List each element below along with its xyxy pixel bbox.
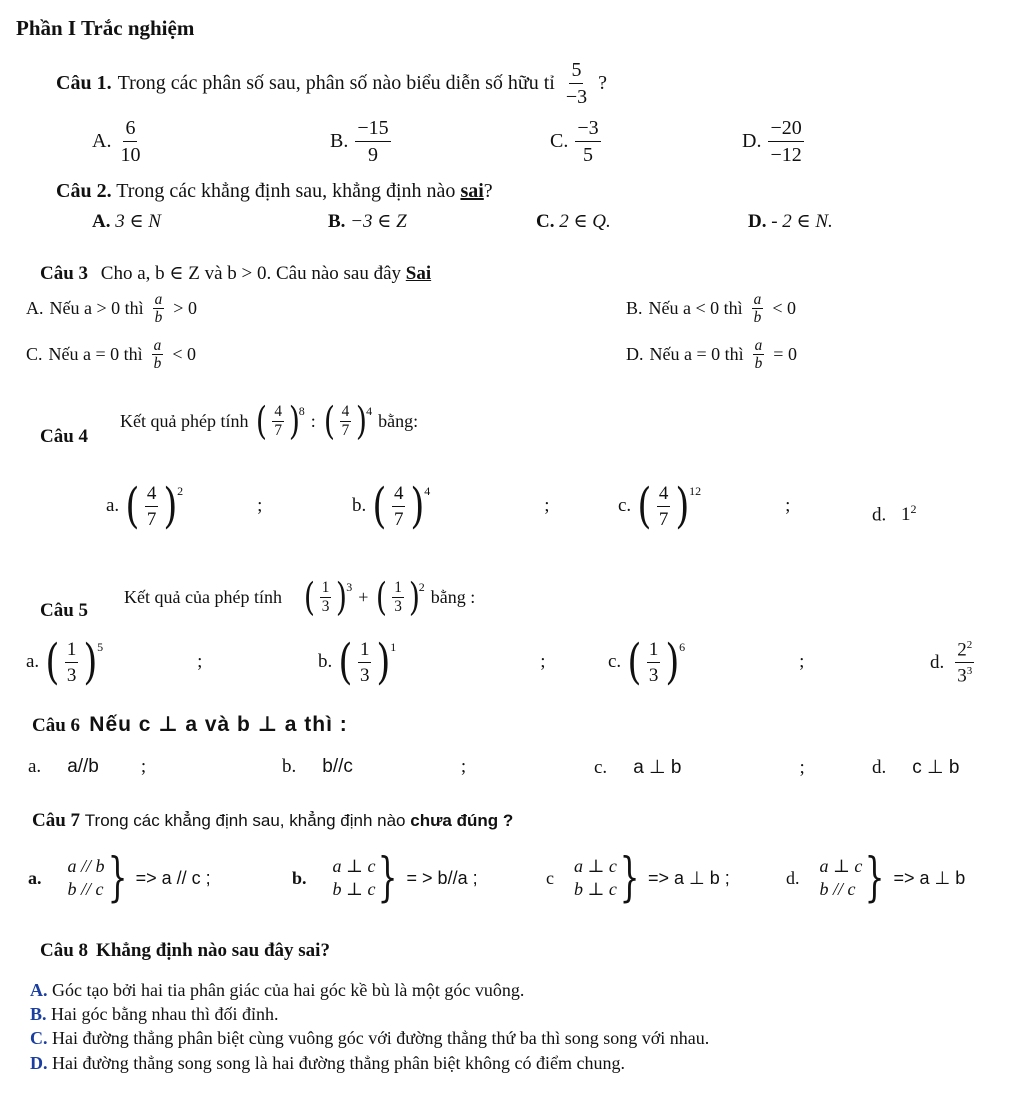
- q6-question: [32, 712, 348, 737]
- q3-text: Cho a, b ∈ Z và b > 0. Câu nào sau đây: [100, 263, 402, 284]
- q8-question: [40, 940, 330, 962]
- q8-option-b[interactable]: B. Hai góc bằng nhau thì đối đỉnh.: [30, 1004, 279, 1024]
- q8-option-c[interactable]: C. Hai đường thẳng phân biệt cùng vuông góc với đường thẳng thứ ba thì song song với nhau.: [30, 1028, 710, 1048]
- q2-text: Trong các khẳng định sau, khẳng định nào: [116, 180, 456, 202]
- q5-expr-term2: ( $\frac{1}{3}$ ) 2: [376, 575, 425, 619]
- q5-question: Kết quả của phép tính ( $\frac{1}{3}$ ) 3 + ( $\frac{1}{3}$ ) 2 bằng :: [124, 575, 476, 619]
- q1-label: Câu 1.: [56, 72, 112, 94]
- q7-label: Câu 7: [32, 810, 81, 831]
- q6-option-b[interactable]: b. b//c ;: [282, 756, 467, 777]
- q4-question: Kết quả phép tính ( $\frac{4}{7}$ ) 8 : ( $\frac{4}{7}$ ) 4 bằng:: [120, 399, 419, 443]
- q1-option-b[interactable]: B. $\frac{-15}{9}$: [330, 117, 389, 166]
- q1-option-a[interactable]: A. $\frac{6}{10}$: [92, 117, 141, 166]
- q3-label: Câu 3: [40, 263, 89, 284]
- q1-option-d[interactable]: D. $\frac{-20}{-12}$: [742, 117, 802, 166]
- q7-option-d[interactable]: d. a ⊥ c b // c } => a ⊥ b: [786, 848, 966, 908]
- q3-question: [40, 262, 431, 285]
- q4-label: Câu 4: [40, 426, 89, 447]
- q5-option-c[interactable]: c. ( $\frac{1}{3}$ ) 6 ;: [608, 634, 805, 690]
- q4-option-b[interactable]: b. ( $\frac{4}{7}$ ) 4 ;: [352, 478, 550, 534]
- q6-text: Nếu c ⊥ a và b ⊥ a thì :: [89, 713, 348, 736]
- q6-option-a[interactable]: a. a//b ;: [28, 756, 147, 777]
- q2-emphasis: sai: [460, 180, 484, 202]
- q4-option-d[interactable]: d. $1^2$: [872, 502, 917, 526]
- q2-option-a[interactable]: A. 3 ∈ N: [92, 211, 161, 232]
- q6-label: Câu 6: [32, 715, 81, 736]
- q3-option-a[interactable]: A. Nếu a > 0 thì $\frac{a}{b}$ > 0: [26, 291, 197, 327]
- q2-option-d[interactable]: D. - 2 ∈ N.: [748, 211, 833, 232]
- q4-option-a[interactable]: a. ( $\frac{4}{7}$ ) 2 ;: [106, 478, 263, 534]
- q8-label: Câu 8: [40, 940, 89, 961]
- q4-option-c[interactable]: c. ( $\frac{4}{7}$ ) 12 ;: [618, 478, 791, 534]
- q5-option-d[interactable]: d. $\frac{2^2}{3^3}$: [930, 639, 973, 687]
- q3-option-b[interactable]: B. Nếu a < 0 thì $\frac{a}{b}$ < 0: [626, 291, 796, 327]
- q1-question: Câu 1. Trong các phân số sau, phân số nào biểu diễn số hữu tỉ $\frac{5}{-3}$ ?: [56, 59, 608, 108]
- q6-option-d[interactable]: d. c ⊥ b: [872, 757, 960, 778]
- q7-emphasis: chưa đúng ?: [410, 811, 514, 830]
- q5-option-b[interactable]: b. ( $\frac{1}{3}$ ) 1 ;: [318, 634, 546, 690]
- q7-question: [32, 810, 513, 832]
- q4-text: Kết quả phép tính: [120, 410, 249, 431]
- q5-expr-term1: ( $\frac{1}{3}$ ) 3: [303, 575, 353, 619]
- q2-label: Câu 2.: [56, 180, 112, 202]
- q3-emphasis: Sai: [405, 263, 432, 284]
- q1-option-b-fraction: $\frac{-15}{9}$: [357, 117, 389, 166]
- q8-option-a[interactable]: A. Góc tạo bởi hai tia phân giác của hai góc kề bù là một góc vuông.: [30, 980, 525, 1000]
- section-title: Phần I Trắc nghiệm: [16, 16, 195, 40]
- q1-option-d-fraction: $\frac{-20}{-12}$: [770, 117, 802, 166]
- q1-option-c-fraction: $\frac{-3}{5}$: [577, 117, 599, 166]
- q1-target-fraction: $\frac{5}{-3}$: [565, 59, 588, 108]
- q7-option-b[interactable]: b. a ⊥ c b ⊥ c } = > b//a ;: [292, 848, 478, 908]
- q3-option-d[interactable]: D. Nếu a = 0 thì $\frac{a}{b}$ = 0: [626, 337, 797, 373]
- q7-option-a[interactable]: a. a // b b // c } => a // c ;: [28, 848, 211, 908]
- q2-option-c[interactable]: C. 2 ∈ Q.: [536, 211, 611, 232]
- q5-label: Câu 5: [40, 600, 89, 621]
- q7-text: Trong các khẳng định sau, khẳng định nào: [84, 811, 406, 830]
- q1-text: Trong các phân số sau, phân số nào biểu diễn số hữu tỉ: [117, 72, 555, 94]
- q6-option-c[interactable]: c. a ⊥ b ;: [594, 757, 805, 778]
- q4-expr-term2: ( $\frac{4}{7}$ ) 4: [323, 399, 373, 443]
- q3-option-c[interactable]: C. Nếu a = 0 thì $\frac{a}{b}$ < 0: [26, 337, 196, 373]
- q5-text: Kết quả của phép tính: [124, 586, 282, 607]
- q5-option-a[interactable]: a. ( $\frac{1}{3}$ ) 5 ;: [26, 634, 203, 690]
- q7-option-c[interactable]: c a ⊥ c b ⊥ c } => a ⊥ b ;: [546, 848, 730, 908]
- q4-expr-term1: ( $\frac{4}{7}$ ) 8: [256, 399, 305, 443]
- q2-question: Câu 2. Trong các khẳng định sau, khẳng định nào sai?: [56, 180, 493, 202]
- q8-text: Khẳng định nào sau đây sai?: [96, 940, 330, 961]
- q8-option-d[interactable]: D. Hai đường thẳng song song là hai đường thẳng phân biệt không có điểm chung.: [30, 1053, 625, 1073]
- q1-option-c[interactable]: C. $\frac{-3}{5}$: [550, 117, 599, 166]
- q1-option-a-fraction: $\frac{6}{10}$: [120, 117, 141, 166]
- q2-option-b[interactable]: B. −3 ∈ Z: [328, 211, 407, 232]
